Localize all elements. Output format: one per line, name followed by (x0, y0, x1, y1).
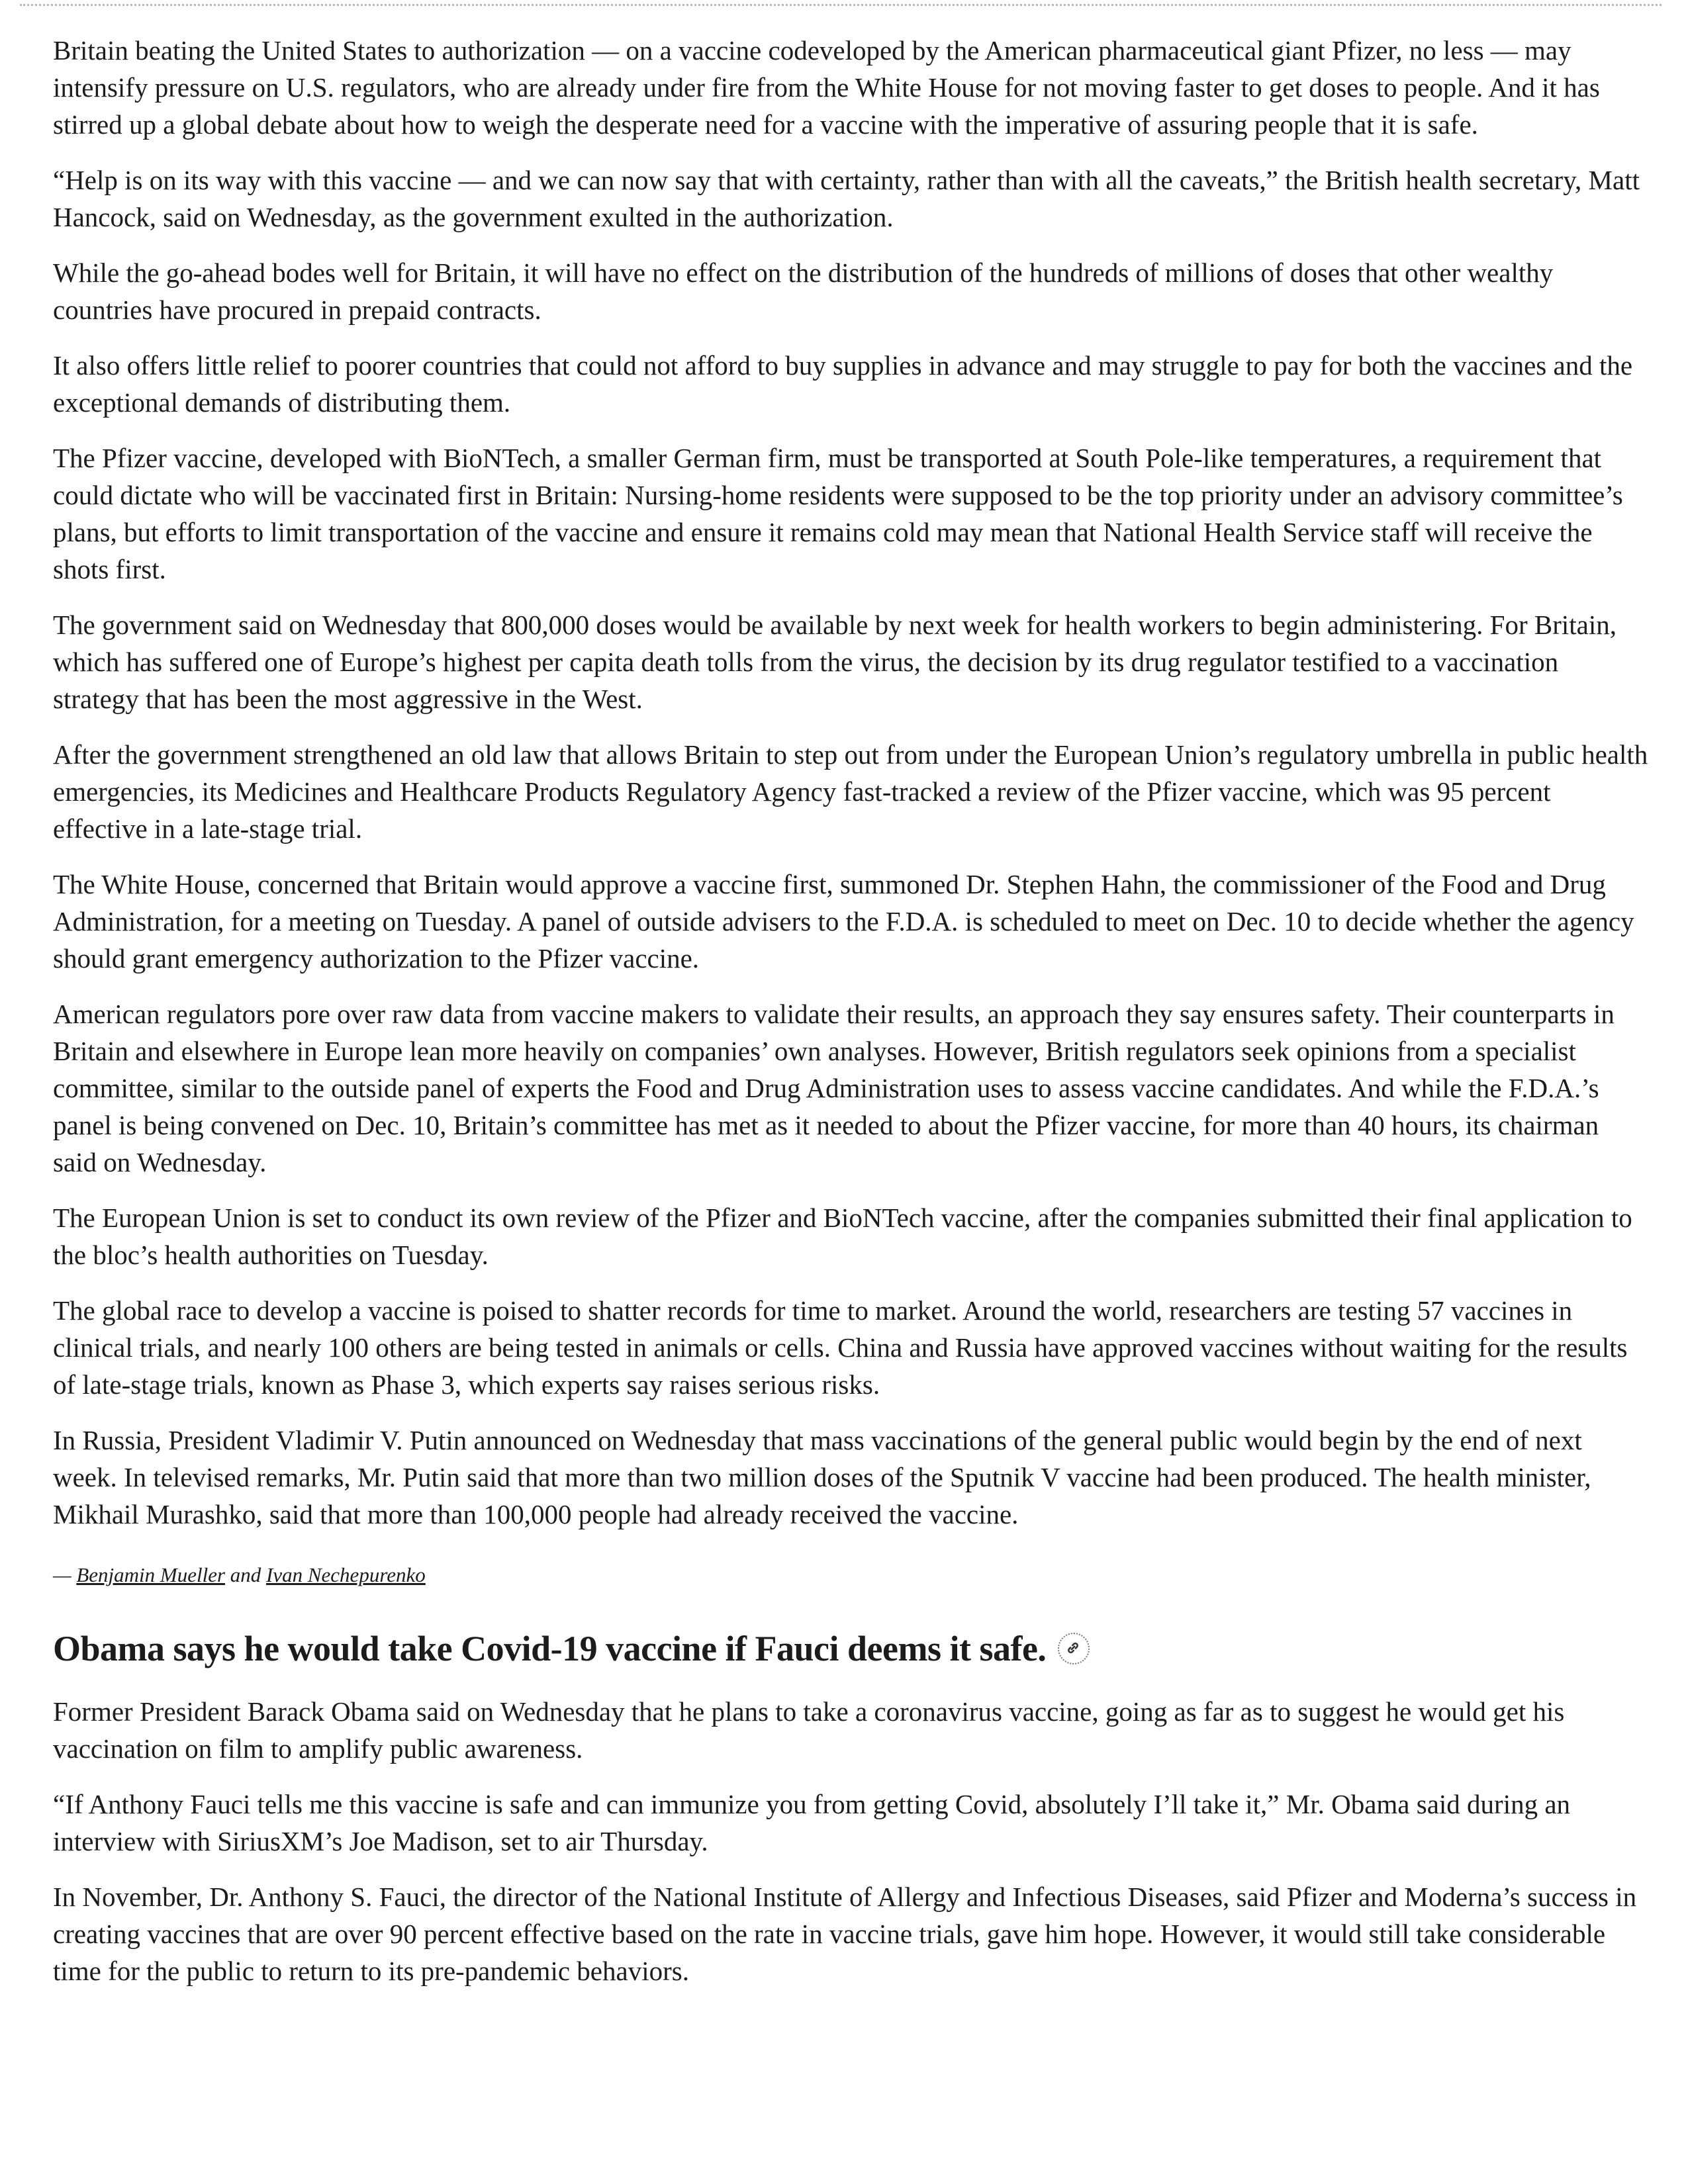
article-paragraph: While the go-ahead bodes well for Britain, it will have no effect on the distribution of the hundreds of millions of doses that other wealthy countries have procured in prepaid contracts. (53, 257, 1554, 325)
article-paragraph: In November, Dr. Anthony S. Fauci, the director of the National Institute of Allergy and Infectious Diseases, said Pfizer and Moderna’s success in creating vaccines that are over 90 percent effective based on the rate in vaccine trials, gave him hope. However, it would still take considerable time for the public to return to its pre-pandemic behaviors. (53, 1882, 1637, 1986)
byline (53, 1562, 1648, 1588)
section-headline (53, 1627, 1648, 1670)
article-paragraph: The global race to develop a vaccine is poised to shatter records for time to market. Around the world, researchers are testing 57 vaccines in clinical trials, and nearly 100 others are being tested in animals or cells. China and Russia have approved vaccines without waiting for the results of late-stage trials, known as Phase 3, which experts say raises serious risks. (53, 1295, 1628, 1400)
scan-top-edge (20, 0, 1662, 6)
article-paragraph: The Pfizer vaccine, developed with BioNTech, a smaller German firm, must be transported at South Pole-like temperatures, a requirement that could dictate who will be vaccinated first in Britain: Nursing-home residents were supposed to be the top priority under an advisory committee’s plans, but efforts to limit transportation of the vaccine and ensure it remains cold may mean that National Health Service staff will receive the shots first. (53, 443, 1623, 584)
article-paragraph: In Russia, President Vladimir V. Putin announced on Wednesday that mass vaccinations of the general public would begin by the end of next week. In televised remarks, Mr. Putin said that more than two million doses of the Sputnik V vaccine had been produced. The health minister, Mikhail Murashko, said that more than 100,000 people had already received the vaccine. (53, 1425, 1591, 1529)
link-icon[interactable] (1058, 1633, 1090, 1664)
article-page (53, 32, 1648, 2008)
article-paragraph: “If Anthony Fauci tells me this vaccine is safe and can immunize you from getting Covid, absolutely I’ll take it,” Mr. Obama said during an interview with SiriusXM’s Joe Madison, set to air Thursday. (53, 1789, 1571, 1856)
chain-link-glyph (1064, 1639, 1082, 1657)
byline-and: and (225, 1563, 267, 1586)
article-paragraph: The government said on Wednesday that 800,000 doses would be available by next week for health workers to begin administering. For Britain, which has suffered one of Europe’s highest per capita death tolls from the virus, the decision by its drug regulator testified to a vaccination strategy that has been the most aggressive in the West. (53, 610, 1617, 714)
obama-article-section (53, 1627, 1648, 1989)
author-link-ivan-nechepurenko[interactable]: Ivan Nechepurenko (266, 1563, 426, 1586)
article-paragraph: American regulators pore over raw data from vaccine makers to validate their results, an approach they say ensures safety. Their counterparts in Britain and elsewhere in Europe lean more heavily on companies’ own analyses. However, British regulators seek opinions from a specialist committee, similar to the outside panel of experts the Food and Drug Administration uses to assess vaccine candidates. And while the F.D.A.’s panel is being convened on Dec. 10, Britain’s committee has met as it needed to about the Pfizer vaccine, for more than 40 hours, its chairman said on Wednesday. (53, 999, 1615, 1177)
article-paragraph: “Help is on its way with this vaccine — and we can now say that with certainty, rather than with all the caveats,” the British health secretary, Matt Hancock, said on Wednesday, as the government exulted in the authorization. (53, 165, 1640, 232)
article-paragraph: After the government strengthened an old law that allows Britain to step out from under the European Union’s regulatory umbrella in public health emergencies, its Medicines and Healthcare Products Regulatory Agency fast-tracked a review of the Pfizer vaccine, which was 95 percent effective in a late-stage trial. (53, 739, 1648, 844)
article-paragraph: It also offers little relief to poorer countries that could not afford to buy supplies in advance and may struggle to pay for both the vaccines and the exceptional demands of distributing them. (53, 350, 1633, 418)
article-paragraph: Britain beating the United States to authorization — on a vaccine codeveloped by the American pharmaceutical giant Pfizer, no less — may intensify pressure on U.S. regulators, who are already under fire from the White House for not moving faster to get doses to people. And it has stirred up a global debate about how to weigh the desperate need for a vaccine with the imperative of assuring people that it is safe. (53, 35, 1600, 140)
article-paragraph: The European Union is set to conduct its own review of the Pfizer and BioNTech vaccine, after the companies submitted their final application to the bloc’s health authorities on Tuesday. (53, 1203, 1632, 1270)
headline-text: Obama says he would take Covid-19 vaccine if Fauci deems it safe. (53, 1629, 1047, 1668)
article-paragraph: Former President Barack Obama said on Wednesday that he plans to take a coronavirus vaccine, going as far as to suggest he would get his vaccination on film to amplify public awareness. (53, 1696, 1565, 1764)
byline-dash: — (53, 1563, 77, 1586)
author-link-benjamin-mueller[interactable]: Benjamin Mueller (76, 1563, 226, 1586)
vaccine-article-section (53, 32, 1648, 1588)
article-paragraph: The White House, concerned that Britain would approve a vaccine first, summoned Dr. Stephen Hahn, the commissioner of the Food and Drug Administration, for a meeting on Tuesday. A panel of outside advisers to the F.D.A. is scheduled to meet on Dec. 10 to decide whether the agency should grant emergency authorization to the Pfizer vaccine. (53, 869, 1634, 974)
